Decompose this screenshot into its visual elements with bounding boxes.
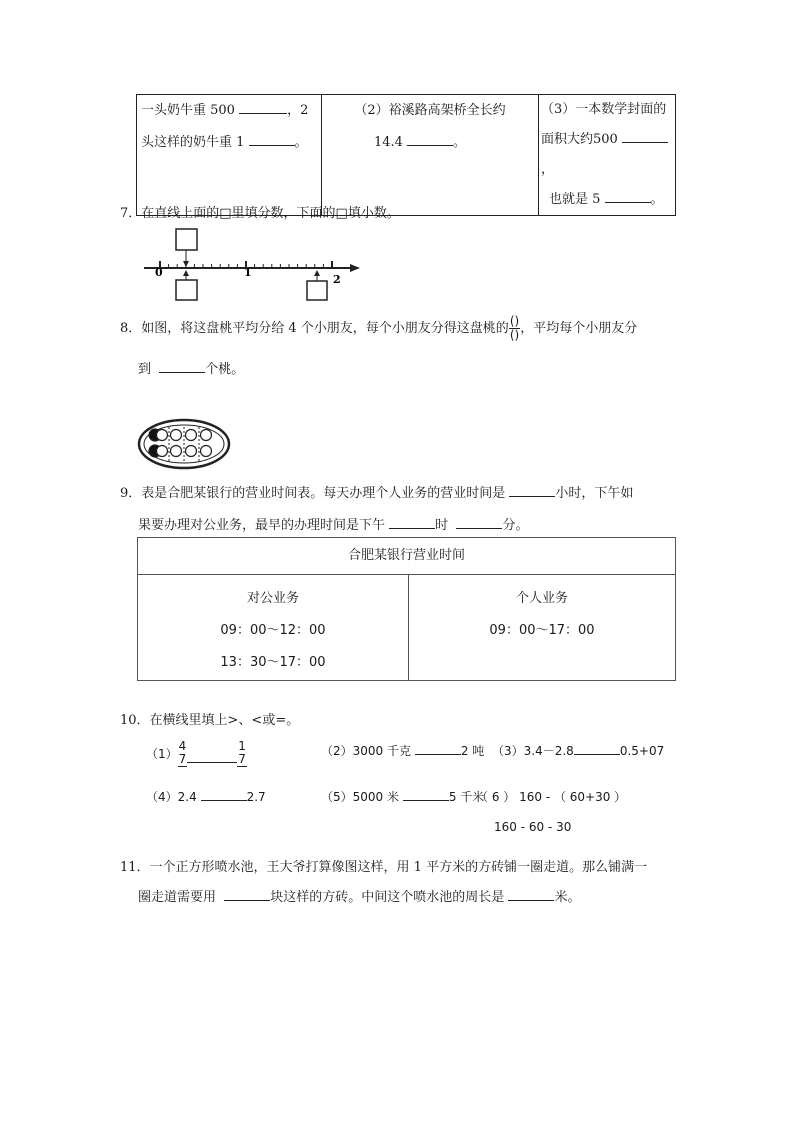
part-text: （3）3.4－2.8	[492, 744, 574, 758]
q6-c1-text: 一头奶牛重 500	[141, 103, 235, 118]
number-line-figure	[136, 225, 362, 303]
answer-blank[interactable]	[605, 190, 651, 203]
axis-label-0: 0	[155, 266, 163, 279]
q6-c1-text-b: ，2	[287, 103, 309, 118]
answer-blank[interactable]	[456, 516, 502, 529]
q10-part6: （ 6 ） 160 - （ 60+30 ）	[476, 790, 627, 804]
q6-cell-1	[137, 95, 322, 216]
answer-blank[interactable]	[622, 130, 668, 143]
q6-cell-2	[322, 95, 539, 216]
answer-blank[interactable]	[509, 484, 555, 497]
part-text: 5 千米	[448, 790, 485, 804]
answer-blank[interactable]	[249, 133, 295, 146]
time-row: 09：00～17：00	[489, 623, 595, 638]
col-personal	[409, 575, 676, 681]
fraction-numerator: ()	[509, 314, 520, 328]
q8-line2	[138, 358, 244, 377]
fraction-numerator: 4	[178, 739, 187, 753]
q9-text5: 分。	[502, 518, 529, 533]
answer-blank[interactable]	[389, 516, 435, 529]
decimal-answer-box[interactable]	[307, 281, 327, 300]
answer-blank[interactable]	[239, 101, 287, 114]
pointer-arrow-icon	[314, 270, 320, 276]
q8-text4: 个桃。	[205, 362, 245, 377]
q11-text3: 米。	[554, 890, 581, 905]
q6-c2-text: （2）裕溪路高架桥全长约	[354, 103, 506, 118]
answer-blank[interactable]	[224, 888, 270, 901]
q11-text: 圈走道需要用	[138, 890, 217, 905]
fraction-a	[178, 740, 188, 767]
part-text: （4）2.4	[146, 790, 197, 804]
time-row: 13：30～17：00	[220, 655, 326, 670]
q10-part4	[146, 788, 266, 805]
q8-text2: ，平均每个小朋友分	[520, 321, 638, 336]
q10-part3	[492, 742, 664, 759]
bank-hours-table	[137, 537, 676, 681]
part-text: （5）5000 米	[321, 790, 399, 804]
answer-blank[interactable]	[159, 360, 205, 373]
q11-text2: 块这样的方砖。中间这个喷水池的周长是	[270, 890, 505, 905]
q11-line1: 11．一个正方形喷水池，王大爷打算像图这样，用 1 平方米的方砖铺一圈走道。那么铺满一	[120, 860, 648, 875]
peach-icon	[201, 430, 212, 441]
fraction-answer-box[interactable]	[176, 229, 197, 250]
col-header: 个人业务	[515, 591, 568, 606]
q6-c2-text2: 14.4	[373, 135, 403, 150]
q6-cell-3	[539, 95, 676, 216]
q9-line2	[138, 514, 528, 533]
q9-text3: 果要办理对公业务，最早的办理时间是下午	[138, 518, 386, 533]
q6-c1-text2: 头这样的奶牛重 1	[141, 135, 245, 150]
col-header: 对公业务	[246, 591, 299, 606]
peach-icon	[157, 430, 168, 441]
q6-c2-text2-b: 。	[453, 135, 467, 150]
q9-line1	[120, 482, 633, 501]
part-text: 0.5+07	[619, 744, 665, 758]
answer-blank[interactable]	[574, 742, 620, 755]
peach-plate-figure	[137, 418, 231, 470]
q6-c3-text2: 面积大约500	[541, 132, 618, 147]
q6-c3-text3-b: 。	[650, 192, 664, 207]
fraction-b	[237, 740, 247, 767]
q10-part1	[146, 740, 247, 767]
q8-text: 8．如图，将这盘桃平均分给 4 个小朋友，每个小朋友分得这盘桃的	[120, 321, 509, 336]
q6-c3-text: （3）一本数学封面的	[541, 102, 667, 117]
q10-part6-b: 160 - 60 - 30	[494, 820, 572, 834]
col-corporate	[138, 575, 409, 681]
peach-icon	[186, 430, 197, 441]
q10-part5	[321, 788, 484, 805]
q10-part2	[321, 742, 484, 759]
q6-table	[136, 94, 676, 216]
axis-arrow-icon	[350, 264, 360, 272]
part-text: 2 吨	[460, 744, 485, 758]
q6-c3-text2-b: ，	[541, 162, 555, 177]
answer-blank[interactable]	[508, 888, 554, 901]
q6-c3-text3: 也就是 5	[549, 192, 601, 207]
part-label: （1）	[146, 747, 178, 761]
q9-text2: 小时，下午如	[555, 486, 634, 501]
peach-icon	[201, 446, 212, 457]
decimal-answer-box[interactable]	[176, 280, 197, 300]
fraction-denominator: ()	[509, 328, 520, 342]
q7-prompt: 7．在直线上面的□里填分数，下面的□填小数。	[120, 206, 400, 221]
fraction-denominator: 7	[238, 752, 246, 766]
peach-icon	[186, 446, 197, 457]
fraction-numerator: 1	[238, 739, 246, 753]
answer-blank[interactable]	[407, 133, 453, 146]
peach-icon	[171, 446, 182, 457]
pointer-arrow-icon	[183, 270, 189, 276]
part-text: 2.7	[246, 790, 266, 804]
answer-blank[interactable]	[187, 750, 237, 763]
q9-text4: 时	[435, 518, 449, 533]
peach-icon	[157, 446, 168, 457]
table-title: 合肥某银行营业时间	[138, 538, 676, 575]
q8-fraction	[509, 315, 520, 342]
q8-text3: 到	[138, 362, 152, 377]
peach-icon	[171, 430, 182, 441]
pointer-arrow-icon	[183, 261, 189, 267]
answer-blank[interactable]	[403, 788, 449, 801]
fraction-denominator: 7	[178, 752, 187, 766]
axis-label-1: 1	[244, 266, 252, 279]
q10-title: 10．在横线里填上>、<或=。	[120, 713, 300, 728]
answer-blank[interactable]	[201, 788, 247, 801]
q11-line2	[138, 886, 580, 905]
axis-label-2: 2	[333, 273, 341, 286]
part-text: （2）3000 千克	[321, 744, 411, 758]
time-row: 09：00～12：00	[220, 623, 326, 638]
q6-c1-text2-b: 。	[294, 135, 308, 150]
q8-prompt	[120, 315, 637, 343]
q9-text: 9．表是合肥某银行的营业时间表。每天办理个人业务的营业时间是	[120, 486, 506, 501]
answer-blank[interactable]	[415, 742, 461, 755]
